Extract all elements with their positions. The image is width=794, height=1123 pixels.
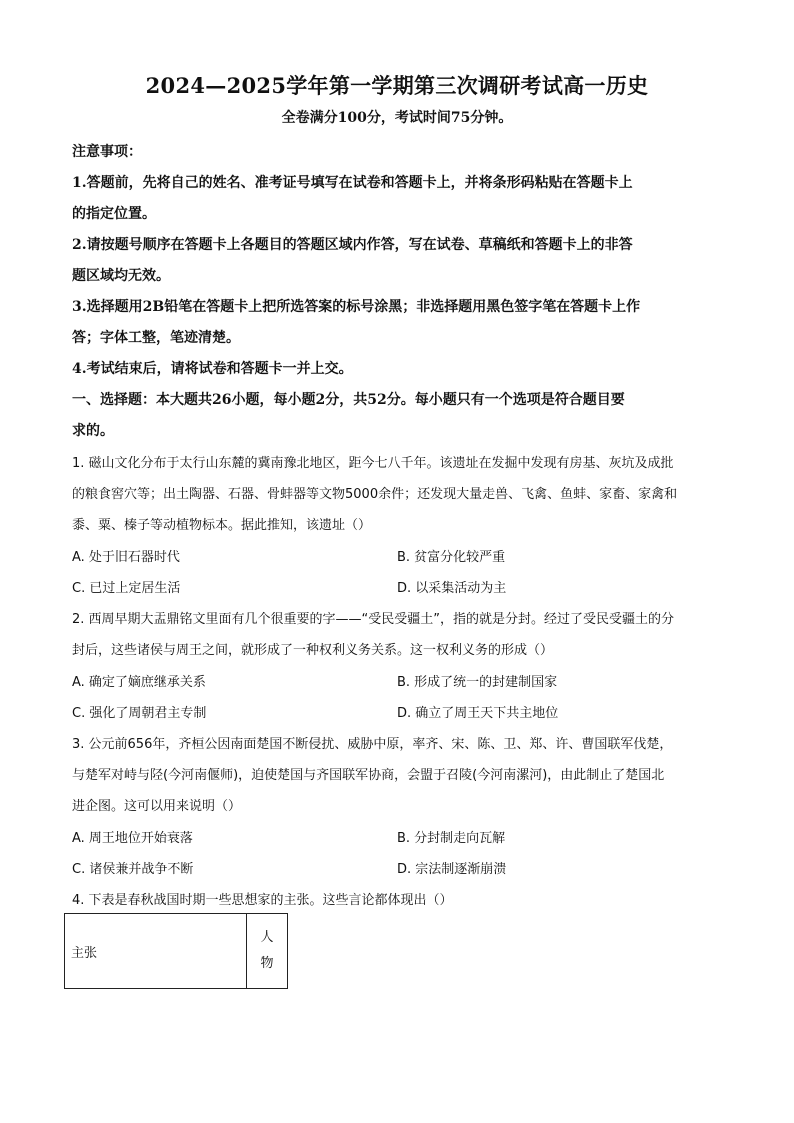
table-row	[65, 914, 288, 989]
question-2-line-2: 封后，这些诸侯与周王之间，就形成了一种权利义务关系。这一权利义务的形成（）	[72, 643, 554, 658]
notice-item-1-line-1: 1.答题前，先将自己的姓名、准考证号填写在试卷和答题卡上，并将条形码粘贴在答题卡上	[72, 175, 633, 191]
question-2-option-d[interactable]: D. 确立了周王天下共主地位	[397, 706, 559, 721]
question-1-line-3: 黍、粟、榛子等动植物标本。据此推知，该遗址（）	[72, 518, 372, 533]
question-3-line-3: 进企图。这可以用来说明（）	[72, 799, 242, 814]
table-header-person-char-2: 物	[260, 956, 274, 971]
question-1-option-b[interactable]: B. 贫富分化较严重	[397, 550, 506, 565]
notice-item-3-line-2: 答；字体工整，笔迹清楚。	[72, 330, 240, 346]
notice-item-3-line-1: 3.选择题用2B铅笔在答题卡上把所选答案的标号涂黑；非选择题用黑色签字笔在答题卡上作	[72, 299, 641, 315]
question-2-line-1: 2. 西周早期大盂鼎铭文里面有几个很重要的字——“受民受疆土”，指的就是分封。经过了受民受疆土的分	[72, 612, 675, 627]
question-3-option-b[interactable]: B. 分封制走向瓦解	[397, 831, 506, 846]
notice-heading: 注意事项：	[72, 144, 142, 160]
notice-item-2-line-1: 2.请按题号顺序在答题卡上各题目的答题区域内作答，写在试卷、草稿纸和答题卡上的非答	[72, 237, 633, 253]
question-1-line-2: 的粮食窖穴等；出土陶器、石器、骨蚌器等文物5000余件；还发现大量走兽、飞禽、鱼蚌、家畜、家禽和	[72, 487, 678, 502]
question-4-table	[64, 913, 288, 989]
notice-item-2-line-2: 题区域均无效。	[72, 268, 170, 284]
question-2-option-b[interactable]: B. 形成了统一的封建制国家	[397, 675, 558, 690]
question-2-option-a[interactable]: A. 确定了嫡庶继承关系	[72, 675, 206, 690]
page-subtitle: 全卷满分100分，考试时间75分钟。	[281, 110, 513, 126]
notice-item-1-line-2: 的指定位置。	[72, 206, 156, 222]
question-2-option-c[interactable]: C. 强化了周朝君主专制	[72, 706, 207, 721]
question-3-option-c[interactable]: C. 诸侯兼并战争不断	[72, 862, 194, 877]
table-header-person	[247, 914, 288, 989]
question-1-line-1: 1. 磁山文化分布于太行山东麓的冀南豫北地区，距今七八千年。该遗址在发掘中发现有房基、灰坑及成批	[72, 456, 674, 471]
section-1-heading-line-2: 求的。	[72, 423, 114, 439]
section-1-heading-line-1: 一、选择题：本大题共26小题，每小题2分，共52分。每小题只有一个选项是符合题目要	[72, 392, 625, 408]
question-3-line-1: 3. 公元前656年，齐桓公因南面楚国不断侵扰、威胁中原，率齐、宋、陈、卫、郑、许、曹国联军伐楚，	[72, 737, 673, 752]
question-3-line-2: 与楚军对峙与陉(今河南偃师)，迫使楚国与齐国联军协商，会盟于召陵(今河南漯河)，由此制止了楚国北	[72, 768, 665, 783]
question-3-option-a[interactable]: A. 周王地位开始衰落	[72, 831, 193, 846]
question-4-line-1: 4. 下表是春秋战国时期一些思想家的主张。这些言论都体现出（）	[72, 893, 453, 908]
question-1-option-a[interactable]: A. 处于旧石器时代	[72, 550, 180, 565]
table-header-claim: 主张	[65, 914, 247, 989]
question-3-option-d[interactable]: D. 宗法制逐渐崩溃	[397, 862, 507, 877]
question-1-option-d[interactable]: D. 以采集活动为主	[397, 581, 507, 596]
question-1-option-c[interactable]: C. 已过上定居生活	[72, 581, 181, 596]
notice-item-4: 4.考试结束后，请将试卷和答题卡一并上交。	[72, 361, 353, 377]
table-header-person-char-1: 人	[260, 930, 274, 945]
page-title: 2024—2025学年第一学期第三次调研考试高一历史	[145, 73, 649, 98]
